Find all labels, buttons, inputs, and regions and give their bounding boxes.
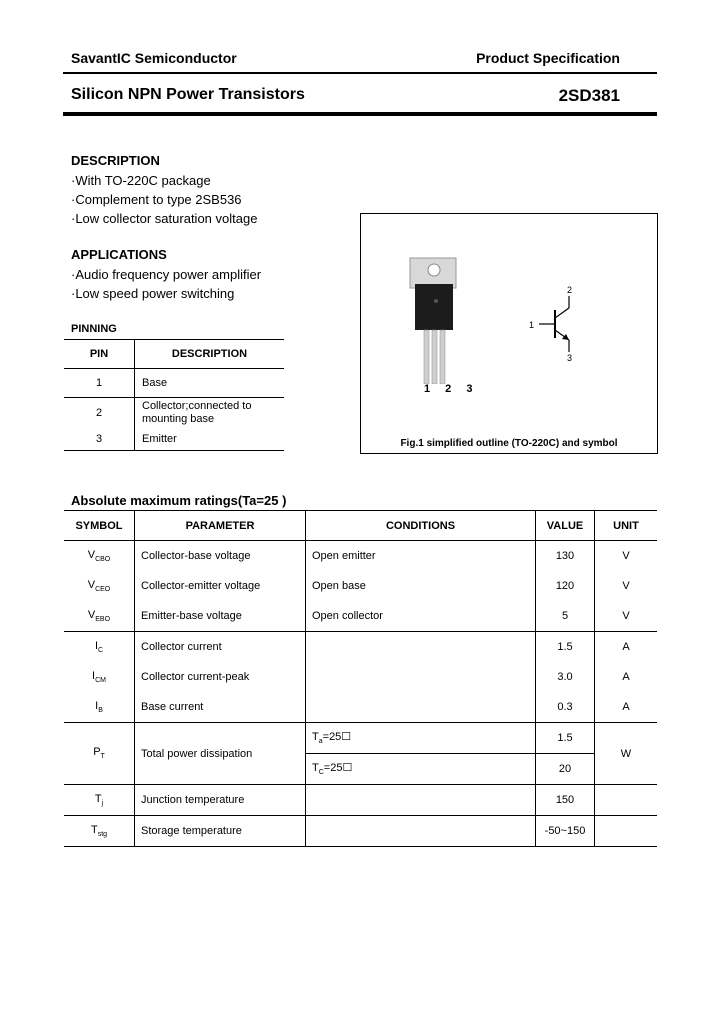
package-pin-numbers: 1 2 3 <box>424 383 479 395</box>
parameter-cell: Collector-base voltage <box>135 541 306 572</box>
table-row <box>64 601 657 632</box>
part-number: 2SD381 <box>558 86 620 105</box>
conditions-cell <box>306 662 536 692</box>
unit-cell: V <box>622 550 630 562</box>
conditions-cell <box>306 816 536 847</box>
value-cell: 1.5 <box>536 723 595 754</box>
ratings-table <box>64 510 657 847</box>
list-item: ·Low collector saturation voltage <box>71 211 258 226</box>
unit-cell: A <box>595 692 658 723</box>
unit-cell: V <box>595 601 658 632</box>
pin-description: Collector;connected to mounting base <box>142 400 252 425</box>
company-name: SavantIC Semiconductor <box>71 50 237 66</box>
parameter-cell: Collector current <box>135 632 306 663</box>
unit-cell <box>595 816 658 847</box>
symbol-cell: $I_B$ <box>64 692 135 723</box>
conditions-cell <box>306 632 536 663</box>
value-cell: 120 <box>536 571 595 601</box>
value-cell: 130 <box>536 541 595 572</box>
list-item: ·With TO-220C package <box>71 173 211 188</box>
table-row <box>64 632 657 663</box>
symbol-cell: $T_{stg}$ <box>64 816 135 847</box>
value-cell: 5 <box>536 601 595 632</box>
value-cell: 1.5 <box>536 632 595 663</box>
conditions-cell: $T_C=25☐$ <box>306 754 536 785</box>
parameter-cell: Total power dissipation <box>135 723 306 785</box>
applications-title: APPLICATIONS <box>71 247 167 262</box>
value-cell: 3.0 <box>536 662 595 692</box>
parameter-cell: Base current <box>135 692 306 723</box>
parameter-cell: Junction temperature <box>135 785 306 816</box>
figure-caption: Fig.1 simplified outline (TO-220C) and symbol <box>400 438 618 449</box>
title-rule <box>63 112 657 116</box>
column-header: DESCRIPTION <box>171 348 248 360</box>
column-header: SYMBOL <box>64 511 135 541</box>
conditions-cell <box>306 785 536 816</box>
value-cell: 0.3 <box>536 692 595 723</box>
applications-list <box>71 265 261 303</box>
conditions-cell: Open base <box>306 571 536 601</box>
pin-number: 3 <box>64 428 135 451</box>
document-title: Silicon NPN Power Transistors <box>71 86 305 103</box>
column-header: PIN <box>64 340 135 369</box>
conditions-cell: $T_a=25☐$ <box>306 723 536 754</box>
parameter-cell: Collector-emitter voltage <box>135 571 306 601</box>
unit-cell: W <box>595 723 658 785</box>
column-header: VALUE <box>536 511 595 541</box>
spec-label: Product Specification <box>476 50 620 66</box>
symbol-cell: $I_{CM}$ <box>64 662 135 692</box>
unit-cell: V <box>622 580 630 592</box>
pin-number: 1 <box>64 369 135 398</box>
parameter-cell: Collector current-peak <box>135 662 306 692</box>
symbol-pin-label: 3 <box>567 353 573 363</box>
table-row <box>64 398 284 429</box>
table-row <box>64 541 657 572</box>
symbol-cell: $V_{CEO}$ <box>64 571 135 601</box>
unit-cell: A <box>622 671 630 683</box>
description-title: DESCRIPTION <box>71 153 160 168</box>
table-row <box>64 369 284 398</box>
column-header: UNIT <box>595 511 658 541</box>
table-row <box>64 571 657 601</box>
table-header-row <box>64 340 284 369</box>
symbol-cell: $I_C$ <box>64 632 135 663</box>
table-row <box>64 785 657 816</box>
conditions-cell: Open collector <box>306 601 536 632</box>
conditions-cell <box>306 692 536 723</box>
unit-cell: A <box>622 641 630 653</box>
table-row <box>64 816 657 847</box>
parameter-cell: Storage temperature <box>135 816 306 847</box>
pin-description: Emitter <box>142 433 177 445</box>
ratings-title: Absolute maximum ratings(Ta=25 ) <box>71 493 287 508</box>
list-item: ·Complement to type 2SB536 <box>71 192 242 207</box>
conditions-cell: Open emitter <box>306 541 536 572</box>
table-row <box>64 428 284 451</box>
npn-transistor-symbol-icon <box>521 284 591 364</box>
column-header: PARAMETER <box>135 511 306 541</box>
symbol-pin-label: 2 <box>567 285 573 295</box>
value-cell: 150 <box>536 785 595 816</box>
pinning-table <box>64 339 284 451</box>
list-item: ·Audio frequency power amplifier <box>71 267 262 282</box>
pin-number: 2 <box>64 398 135 429</box>
column-header: CONDITIONS <box>306 511 536 541</box>
table-row <box>64 662 657 692</box>
symbol-cell: $V_{EBO}$ <box>64 601 135 632</box>
value-cell: -50~150 <box>536 816 595 847</box>
symbol-cell: $T_j$ <box>64 785 135 816</box>
table-header-row <box>64 511 657 541</box>
to220-package-image <box>401 254 471 384</box>
list-item: ·Low speed power switching <box>71 286 235 301</box>
pinning-title: PINNING <box>71 323 117 335</box>
symbol-cell: $P_T$ <box>64 723 135 785</box>
unit-cell <box>595 785 658 816</box>
outline-figure <box>360 213 658 454</box>
description-list <box>71 171 257 228</box>
symbol-pin-label: 1 <box>529 320 535 330</box>
symbol-cell: $V_{CBO}$ <box>64 541 135 572</box>
pin-description: Base <box>142 377 168 389</box>
header-rule <box>63 72 657 74</box>
parameter-cell: Emitter-base voltage <box>135 601 306 632</box>
table-row <box>64 723 657 754</box>
value-cell: 20 <box>536 754 595 785</box>
table-row <box>64 692 657 723</box>
